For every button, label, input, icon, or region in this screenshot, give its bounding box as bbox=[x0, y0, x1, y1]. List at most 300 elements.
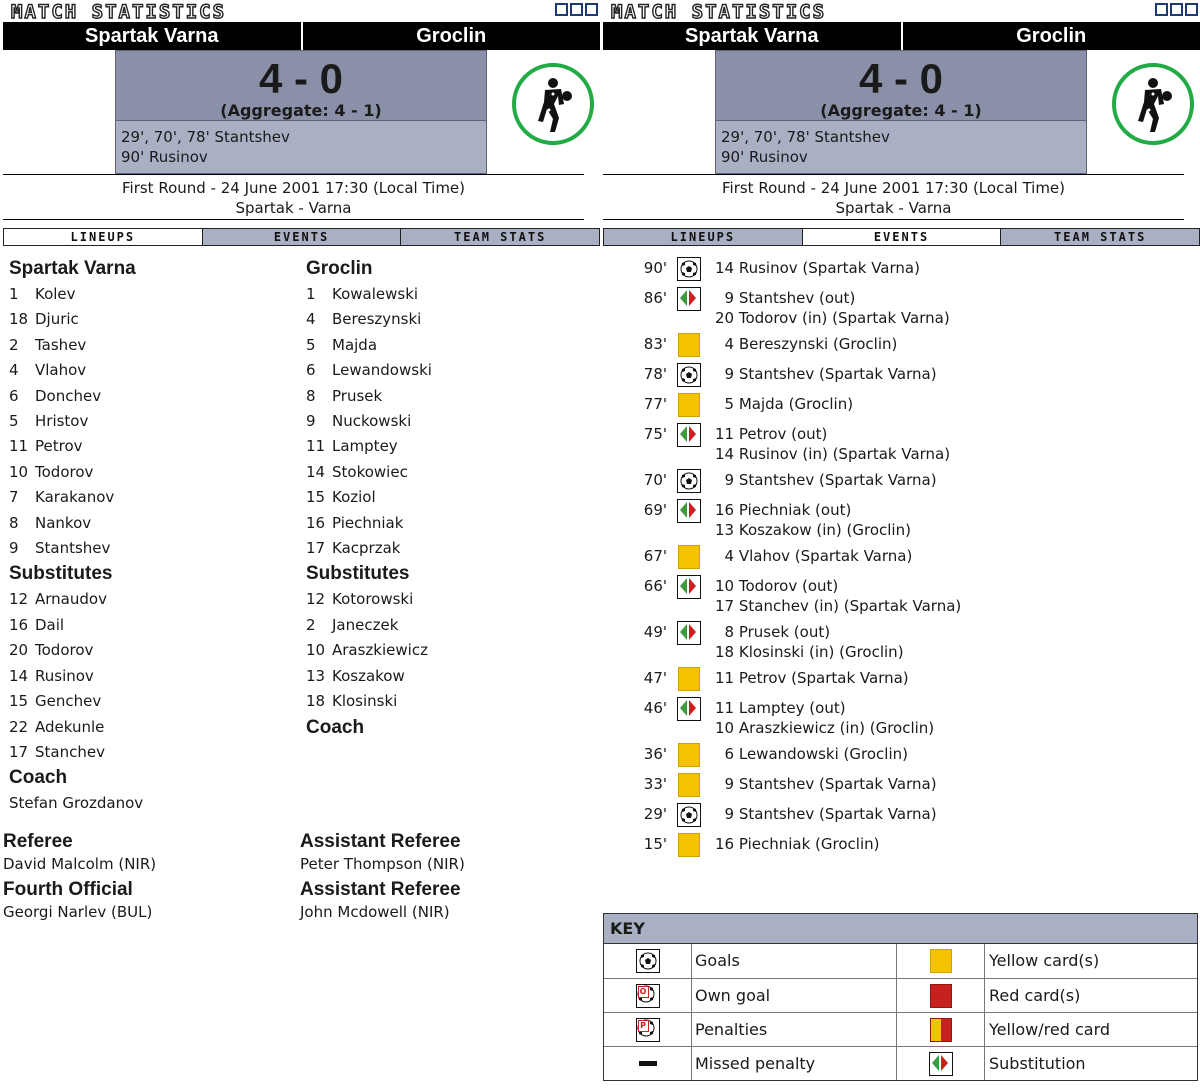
event-icon-cell bbox=[675, 832, 703, 858]
player-row bbox=[9, 409, 300, 434]
away-starters bbox=[306, 282, 597, 561]
player-number: 16 bbox=[306, 513, 326, 532]
event-line: 11 Lamptey (out) bbox=[715, 699, 846, 717]
player-name: Lamptey bbox=[332, 437, 398, 456]
player-number: 11 bbox=[9, 437, 29, 456]
event-line: 11 Petrov (out) bbox=[715, 425, 828, 443]
key-row bbox=[604, 978, 1197, 1012]
player-name: Majda bbox=[332, 335, 378, 354]
player-number: 9 bbox=[9, 539, 19, 558]
player-name: Vlahov bbox=[35, 361, 87, 380]
player-row bbox=[9, 689, 300, 714]
event-row bbox=[603, 832, 1200, 862]
tab-team-stats[interactable]: TEAM STATS bbox=[1001, 229, 1199, 245]
yellow-red-card-icon bbox=[930, 1018, 952, 1042]
player-number: 2 bbox=[9, 335, 19, 354]
event-text bbox=[715, 392, 853, 414]
score-value: 4 - 0 bbox=[858, 55, 944, 102]
event-line: 4 Vlahov (Spartak Varna) bbox=[715, 547, 913, 565]
player-row bbox=[9, 358, 300, 383]
key-icon-cell bbox=[897, 944, 985, 978]
event-minute: 66' bbox=[643, 577, 667, 595]
window-button-icon[interactable] bbox=[1170, 3, 1183, 16]
key-legend bbox=[603, 913, 1198, 1081]
player-row bbox=[9, 536, 300, 561]
event-row bbox=[603, 498, 1200, 544]
yellow-card-icon bbox=[678, 833, 700, 857]
missed-penalty-icon bbox=[639, 1061, 657, 1066]
player-name: Kolev bbox=[35, 285, 76, 303]
event-text bbox=[715, 696, 934, 738]
key-label: Own goal bbox=[692, 979, 897, 1012]
match-info bbox=[3, 174, 584, 220]
home-coach-name: Stefan Grozdanov bbox=[9, 794, 144, 813]
event-text bbox=[715, 362, 937, 384]
event-text bbox=[715, 742, 908, 764]
scorers bbox=[116, 121, 486, 173]
tab-events[interactable]: EVENTS bbox=[203, 229, 402, 245]
player-number: 18 bbox=[306, 692, 326, 711]
key-icon-cell bbox=[897, 1013, 985, 1046]
player-name: Dail bbox=[35, 615, 65, 634]
player-name: Todorov bbox=[35, 641, 94, 660]
away-subs-heading: Substitutes bbox=[306, 563, 410, 585]
event-icon-cell bbox=[675, 498, 703, 524]
official-role: Fourth Official bbox=[3, 879, 133, 901]
window-button-icon[interactable] bbox=[1155, 3, 1168, 16]
key-label: Yellow/red card bbox=[989, 1020, 1111, 1039]
event-minute: 78' bbox=[643, 365, 667, 383]
event-text bbox=[715, 498, 911, 540]
event-minute: 77' bbox=[643, 395, 667, 413]
event-minute: 15' bbox=[643, 835, 667, 853]
player-row bbox=[306, 536, 597, 561]
event-line: 14 Rusinov (Spartak Varna) bbox=[715, 259, 920, 277]
window-button-icon[interactable] bbox=[555, 3, 568, 16]
player-name: Klosinski bbox=[332, 692, 398, 711]
player-row bbox=[9, 307, 300, 332]
key-icon-cell bbox=[604, 944, 692, 978]
penalty-icon: P bbox=[636, 1018, 660, 1042]
event-minute: 49' bbox=[643, 623, 667, 641]
event-line: 9 Stantshev (out) bbox=[715, 289, 856, 307]
event-minute: 70' bbox=[643, 471, 667, 489]
player-row bbox=[306, 409, 597, 434]
score-main bbox=[716, 51, 1086, 121]
event-line: 9 Stantshev (Spartak Varna) bbox=[715, 471, 937, 489]
player-row bbox=[9, 587, 300, 612]
key-row bbox=[604, 1046, 1197, 1080]
event-icon-cell bbox=[675, 742, 703, 768]
official-name: David Malcolm (NIR) bbox=[3, 855, 157, 874]
player-name: Petrov bbox=[35, 437, 83, 456]
player-number: 13 bbox=[306, 666, 326, 685]
player-number: 12 bbox=[306, 590, 326, 609]
red-card-icon bbox=[930, 984, 952, 1008]
tab-bar bbox=[3, 228, 600, 246]
key-icon-cell bbox=[604, 1047, 692, 1080]
tab-events[interactable]: EVENTS bbox=[803, 229, 1002, 245]
event-icon-cell bbox=[675, 772, 703, 798]
event-row bbox=[603, 620, 1200, 666]
player-name: Arnaudov bbox=[35, 590, 107, 609]
event-icon-cell bbox=[675, 620, 703, 646]
event-icon-cell bbox=[675, 802, 703, 828]
player-number: 4 bbox=[306, 310, 316, 329]
event-icon-cell bbox=[675, 286, 703, 312]
player-name: Todorov bbox=[35, 462, 94, 481]
player-row bbox=[9, 434, 300, 459]
event-minute: 90' bbox=[643, 259, 667, 277]
player-number: 7 bbox=[9, 488, 19, 507]
score-box bbox=[115, 50, 487, 174]
tab-lineups[interactable]: LINEUPS bbox=[4, 229, 203, 245]
player-name: Koszakow bbox=[332, 666, 405, 685]
home-coach-heading: Coach bbox=[9, 767, 68, 789]
player-row bbox=[9, 664, 300, 689]
player-row bbox=[306, 511, 597, 536]
score-box bbox=[715, 50, 1087, 174]
player-name: Araszkiewicz bbox=[332, 641, 428, 660]
event-row bbox=[603, 468, 1200, 498]
event-text bbox=[715, 544, 912, 566]
player-number: 8 bbox=[306, 386, 316, 405]
yellow-card-icon bbox=[678, 743, 700, 767]
event-icon-cell bbox=[675, 256, 703, 282]
event-minute: 67' bbox=[643, 547, 667, 565]
player-number: 1 bbox=[306, 285, 316, 303]
substitution-icon bbox=[929, 1052, 953, 1076]
event-line: 5 Majda (Groclin) bbox=[715, 395, 854, 413]
goal-icon bbox=[677, 363, 701, 387]
event-row bbox=[603, 742, 1200, 772]
official-role: Referee bbox=[3, 831, 73, 853]
key-icon-cell bbox=[897, 1047, 985, 1080]
player-number: 10 bbox=[9, 462, 29, 481]
key-title: KEY bbox=[604, 914, 1197, 944]
tab-bar bbox=[603, 228, 1200, 246]
away-team-name: Groclin bbox=[416, 25, 487, 47]
player-number: 17 bbox=[306, 539, 326, 558]
player-number: 6 bbox=[306, 361, 316, 380]
event-minute: 33' bbox=[643, 775, 667, 793]
player-row bbox=[9, 282, 300, 307]
event-minute: 69' bbox=[643, 501, 667, 519]
player-row bbox=[306, 282, 597, 307]
event-minute: 47' bbox=[643, 669, 667, 687]
away-team-name: Groclin bbox=[1016, 25, 1087, 47]
event-text bbox=[715, 468, 937, 490]
event-line: 16 Piechniak (Groclin) bbox=[715, 835, 880, 853]
player-number: 8 bbox=[9, 513, 19, 532]
score-area bbox=[603, 50, 1200, 174]
yellow-card-icon bbox=[678, 667, 700, 691]
round-info: First Round - 24 June 2001 17:30 (Local Time) bbox=[121, 179, 466, 197]
event-text bbox=[715, 802, 937, 824]
key-icon-cell bbox=[604, 1013, 692, 1046]
player-number: 18 bbox=[9, 310, 29, 329]
aggregate-score: (Aggregate: 4 - 1) bbox=[820, 101, 982, 120]
player-name: Kotorowski bbox=[332, 590, 414, 609]
aggregate-score: (Aggregate: 4 - 1) bbox=[220, 101, 382, 120]
player-number: 12 bbox=[9, 590, 29, 609]
home-subs-heading: Substitutes bbox=[9, 563, 113, 585]
event-line: 4 Bereszynski (Groclin) bbox=[715, 335, 898, 353]
event-row bbox=[603, 696, 1200, 742]
home-subs bbox=[9, 587, 300, 765]
window-title: MATCH STATISTICS bbox=[611, 1, 827, 23]
player-number: 9 bbox=[306, 412, 316, 431]
title-bar bbox=[3, 0, 600, 22]
player-name: Bereszynski bbox=[332, 310, 422, 329]
player-row bbox=[306, 307, 597, 332]
event-line: 18 Klosinski (in) (Groclin) bbox=[715, 643, 904, 661]
score-area bbox=[3, 50, 600, 174]
event-row bbox=[603, 332, 1200, 362]
event-row bbox=[603, 772, 1200, 802]
event-line: 9 Stantshev (Spartak Varna) bbox=[715, 365, 937, 383]
key-row bbox=[604, 944, 1197, 978]
event-text bbox=[715, 332, 897, 354]
event-text bbox=[715, 286, 950, 328]
event-row bbox=[603, 286, 1200, 332]
event-minute: 36' bbox=[643, 745, 667, 763]
home-lineup bbox=[3, 256, 300, 816]
scorer-line: 29', 70', 78' Stantshev bbox=[121, 128, 290, 146]
yellow-card-icon bbox=[678, 393, 700, 417]
yellow-card-icon bbox=[678, 545, 700, 569]
player-row bbox=[9, 715, 300, 740]
key-rows bbox=[604, 944, 1197, 1080]
key-label: Goals bbox=[692, 944, 897, 978]
goal-icon bbox=[677, 257, 701, 281]
key-icon-cell bbox=[897, 979, 985, 1012]
official-name: Peter Thompson (NIR) bbox=[300, 855, 465, 874]
player-row bbox=[306, 587, 597, 612]
event-icon-cell bbox=[675, 544, 703, 570]
event-minute: 75' bbox=[643, 425, 667, 443]
panel-lineups bbox=[3, 0, 600, 1090]
player-name: Piechniak bbox=[332, 513, 404, 532]
player-row bbox=[9, 384, 300, 409]
event-row bbox=[603, 362, 1200, 392]
event-line: 13 Koszakow (in) (Groclin) bbox=[715, 521, 911, 539]
player-row bbox=[9, 740, 300, 765]
home-starters bbox=[9, 282, 300, 561]
player-name: Prusek bbox=[332, 386, 383, 405]
event-line: 10 Todorov (out) bbox=[715, 577, 839, 595]
official-name: John Mcdowell (NIR) bbox=[300, 903, 450, 922]
player-name: Lewandowski bbox=[332, 361, 432, 380]
home-lineup-heading: Spartak Varna bbox=[9, 258, 136, 279]
event-minute: 86' bbox=[643, 289, 667, 307]
player-name: Rusinov bbox=[35, 666, 94, 685]
event-icon-cell bbox=[675, 422, 703, 448]
event-text bbox=[715, 256, 920, 278]
key-label: Penalties bbox=[692, 1013, 897, 1046]
player-row bbox=[306, 434, 597, 459]
officials bbox=[3, 830, 600, 926]
player-name: Genchev bbox=[35, 692, 102, 711]
official-name: Georgi Narlev (BUL) bbox=[3, 903, 153, 922]
window-button-icon[interactable] bbox=[570, 3, 583, 16]
player-number: 22 bbox=[9, 717, 29, 736]
player-name: Hristov bbox=[35, 412, 89, 431]
event-text bbox=[715, 772, 937, 794]
player-number: 17 bbox=[9, 742, 29, 761]
score-value: 4 - 0 bbox=[258, 55, 344, 102]
event-line: 20 Todorov (in) (Spartak Varna) bbox=[715, 309, 950, 327]
substitution-icon bbox=[677, 575, 701, 599]
event-minute: 83' bbox=[643, 335, 667, 353]
round-info: First Round - 24 June 2001 17:30 (Local Time) bbox=[721, 179, 1066, 197]
event-line: 8 Prusek (out) bbox=[715, 623, 831, 641]
player-row bbox=[306, 358, 597, 383]
player-number: 14 bbox=[306, 462, 326, 481]
teams-bar bbox=[603, 22, 1200, 50]
officials-left bbox=[3, 830, 300, 926]
event-text bbox=[715, 574, 961, 616]
event-line: 9 Stantshev (Spartak Varna) bbox=[715, 775, 937, 793]
substitution-icon bbox=[677, 697, 701, 721]
event-line: 14 Rusinov (in) (Spartak Varna) bbox=[715, 445, 951, 463]
player-row bbox=[306, 333, 597, 358]
scorers bbox=[716, 121, 1086, 173]
player-row bbox=[306, 460, 597, 485]
event-row bbox=[603, 544, 1200, 574]
event-line: 9 Stantshev (Spartak Varna) bbox=[715, 805, 937, 823]
player-row bbox=[9, 613, 300, 638]
window-controls bbox=[1155, 3, 1198, 16]
player-row bbox=[9, 638, 300, 663]
player-row bbox=[306, 485, 597, 510]
away-lineup-heading: Groclin bbox=[306, 258, 373, 279]
player-name: Kacprzak bbox=[332, 539, 401, 558]
player-name: Stanchev bbox=[35, 742, 105, 761]
player-name: Nankov bbox=[35, 513, 92, 532]
teams-bar bbox=[3, 22, 600, 50]
player-name: Kowalewski bbox=[332, 285, 419, 303]
event-row bbox=[603, 422, 1200, 468]
event-row bbox=[603, 392, 1200, 422]
home-team-name: Spartak Varna bbox=[3, 22, 303, 50]
player-number: 16 bbox=[9, 615, 29, 634]
key-label: Yellow card(s) bbox=[989, 951, 1100, 970]
goal-icon bbox=[677, 469, 701, 493]
event-icon-cell bbox=[675, 392, 703, 418]
event-line: 6 Lewandowski (Groclin) bbox=[715, 745, 908, 763]
player-number: 14 bbox=[9, 666, 29, 685]
key-label: Substitution bbox=[989, 1054, 1086, 1073]
substitution-icon bbox=[677, 621, 701, 645]
event-icon-cell bbox=[675, 666, 703, 692]
tab-lineups[interactable]: LINEUPS bbox=[604, 229, 803, 245]
event-icon-cell bbox=[675, 468, 703, 494]
player-name: Adekunle bbox=[35, 717, 105, 736]
title-bar bbox=[603, 0, 1200, 22]
player-number: 11 bbox=[306, 437, 326, 456]
player-number: 5 bbox=[306, 335, 316, 354]
player-name: Stantshev bbox=[35, 539, 111, 558]
player-number: 6 bbox=[9, 386, 19, 405]
event-row bbox=[603, 666, 1200, 696]
venue: Spartak - Varna bbox=[235, 199, 352, 217]
scorer-line: 90' Rusinov bbox=[721, 148, 808, 166]
event-line: 17 Stanchev (in) (Spartak Varna) bbox=[715, 597, 962, 615]
yellow-card-icon bbox=[678, 333, 700, 357]
event-text bbox=[715, 620, 904, 662]
window-button-icon[interactable] bbox=[585, 3, 598, 16]
event-icon-cell bbox=[675, 696, 703, 722]
event-text bbox=[715, 666, 909, 688]
substitution-icon bbox=[677, 499, 701, 523]
lineups bbox=[3, 256, 600, 816]
venue: Spartak - Varna bbox=[835, 199, 952, 217]
key-label: Red card(s) bbox=[989, 986, 1081, 1005]
player-row bbox=[9, 485, 300, 510]
panel-events bbox=[603, 0, 1200, 1090]
player-row bbox=[306, 613, 597, 638]
home-team-name: Spartak Varna bbox=[603, 22, 903, 50]
official-role: Assistant Referee bbox=[300, 831, 461, 853]
event-icon-cell bbox=[675, 574, 703, 600]
official-role: Assistant Referee bbox=[300, 879, 461, 901]
player-row bbox=[306, 689, 597, 714]
event-text bbox=[715, 422, 950, 464]
yellow-card-icon bbox=[930, 949, 952, 973]
tab-team-stats[interactable]: TEAM STATS bbox=[401, 229, 599, 245]
discus-thrower-logo-icon bbox=[512, 63, 594, 145]
away-coach-heading: Coach bbox=[306, 716, 365, 738]
event-line: 10 Araszkiewicz (in) (Groclin) bbox=[715, 719, 935, 737]
window-controls bbox=[555, 3, 598, 16]
player-row bbox=[306, 664, 597, 689]
scorer-line: 29', 70', 78' Stantshev bbox=[721, 128, 890, 146]
event-minute: 46' bbox=[643, 699, 667, 717]
player-number: 5 bbox=[9, 412, 19, 431]
scorer-line: 90' Rusinov bbox=[121, 148, 208, 166]
player-row bbox=[306, 384, 597, 409]
score-main bbox=[116, 51, 486, 121]
event-icon-cell bbox=[675, 332, 703, 358]
player-name: Nuckowski bbox=[332, 412, 412, 431]
key-icon-cell bbox=[604, 979, 692, 1012]
window-button-icon[interactable] bbox=[1185, 3, 1198, 16]
yellow-card-icon bbox=[678, 773, 700, 797]
discus-thrower-logo-icon bbox=[1112, 63, 1194, 145]
own-goal-icon: O bbox=[636, 984, 660, 1008]
events-list bbox=[603, 256, 1200, 862]
event-row bbox=[603, 256, 1200, 286]
event-line: 16 Piechniak (out) bbox=[715, 501, 852, 519]
window-title: MATCH STATISTICS bbox=[11, 1, 227, 23]
player-name: Donchev bbox=[35, 386, 102, 405]
event-row bbox=[603, 574, 1200, 620]
player-row bbox=[9, 511, 300, 536]
key-label: Missed penalty bbox=[692, 1047, 897, 1080]
away-lineup bbox=[300, 256, 597, 816]
player-row bbox=[306, 638, 597, 663]
player-row bbox=[9, 333, 300, 358]
player-number: 1 bbox=[9, 285, 19, 303]
player-name: Janeczek bbox=[332, 615, 399, 634]
match-info bbox=[603, 174, 1184, 220]
goal-icon bbox=[677, 803, 701, 827]
goal-icon bbox=[636, 949, 660, 973]
player-number: 4 bbox=[9, 361, 19, 380]
player-number: 15 bbox=[9, 692, 29, 711]
player-name: Koziol bbox=[332, 488, 376, 507]
